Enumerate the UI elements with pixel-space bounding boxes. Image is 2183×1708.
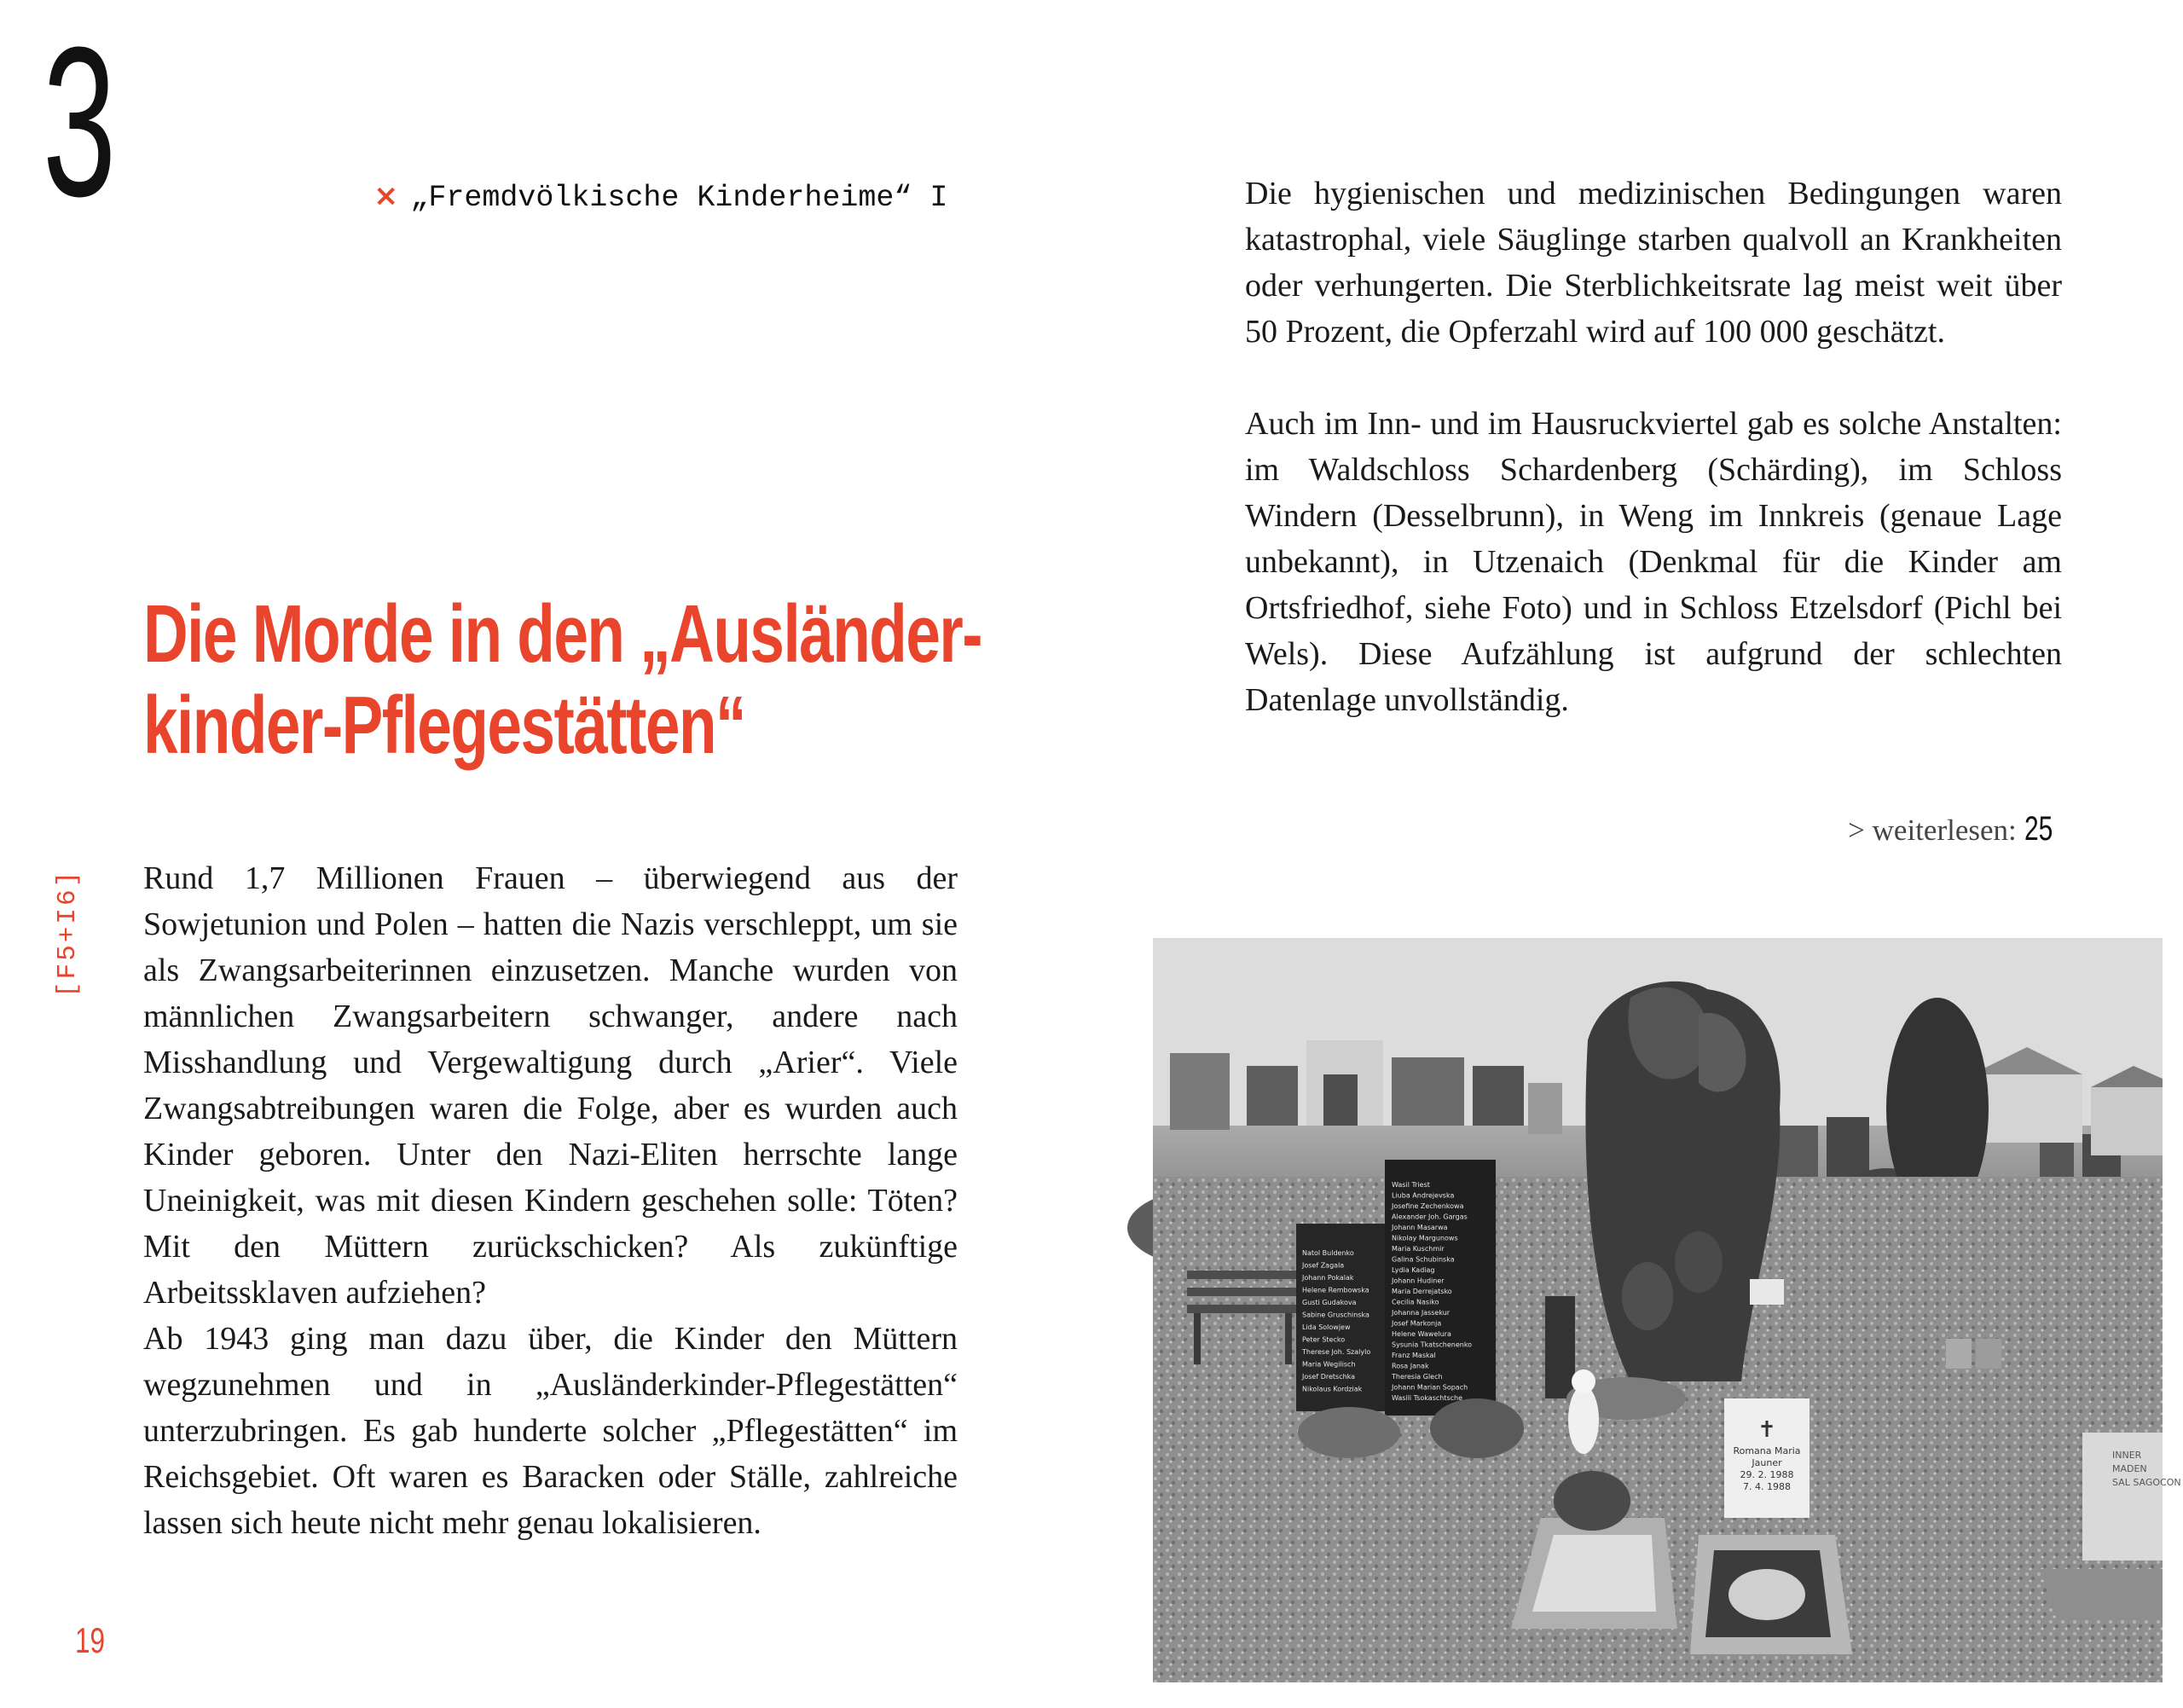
memorial-name: Natol Buldenko <box>1302 1249 1354 1257</box>
gravestone-text: SAL SAGOCON <box>2112 1477 2181 1488</box>
memorial-name: Maria Derrejatsko <box>1392 1288 1452 1295</box>
x-mark-icon: × <box>373 179 399 213</box>
memorial-name: Johann Pokalak <box>1302 1274 1354 1282</box>
memorial-name: Wasil Triest <box>1392 1181 1430 1189</box>
memorial-name: Josef Dretschka <box>1302 1373 1356 1381</box>
memorial-name: Johanna Jassekur <box>1392 1309 1451 1317</box>
headline <box>143 588 982 771</box>
side-tag <box>53 868 87 1032</box>
lantern-stand <box>1545 1296 1575 1398</box>
memorial-name: Alexander Joh. Gargas <box>1392 1213 1468 1221</box>
memorial-name: Therese Joh. Szalylo <box>1302 1348 1371 1356</box>
headline-line-2: kinder-Pflegestätten“ <box>143 680 745 771</box>
memorial-name: Maria Wegilisch <box>1302 1360 1356 1369</box>
memorial-name: Theresia Glech <box>1392 1373 1443 1381</box>
memorial-name: Peter Stecko <box>1302 1335 1346 1344</box>
paragraph: Die hygienischen und medizinischen Bedingungen waren katastrophal, viele Säuglinge starben qualvoll an Krankheiten oder verhungerten. Die Sterblichkeitsrate lag meist weit über 50 Prozent, die Opferzahl wird auf 100 000 geschätzt. <box>1245 176 2062 350</box>
cross-icon: ✝ <box>1757 1417 1776 1442</box>
memorial-name: Sabine Gruschinska <box>1302 1311 1369 1319</box>
left-body-text <box>143 855 958 1546</box>
cemetery-memorial-photo <box>1153 938 2181 1682</box>
memorial-name: Gusti Gudakova <box>1302 1299 1357 1306</box>
grave-plaque-text: 7. 4. 1988 <box>1743 1481 1791 1492</box>
memorial-name: Helene Wawelura <box>1392 1330 1451 1338</box>
photo-illustration <box>1153 938 2181 1682</box>
paragraph: Rund 1,7 Millionen Frauen – überwiegend aus der Sowjetunion und Polen – hatten die Nazis verschleppt, um sie als Zwangsarbeiterinnen einzusetzen. Manche wurden von männlichen Zwangsarbeitern schwanger, andere nach Misshandlung und Vergewaltigung durch „Arier“. Viele Zwangsabtreibungen waren die Folge, aber es wurden auch Kinder geboren. Unter den Nazi-Eliten herrschte lange Uneinigkeit, was mit diesen Kindern geschehen solle: Töten? Mit den Müttern zurückschicken? Als zukünftige Arbeitssklaven aufziehen? <box>143 860 958 1311</box>
series-label-text: „Fremdvölkische Kinderheime“ I <box>410 181 948 215</box>
read-more-label: > weiterlesen: <box>1848 813 2017 847</box>
right-body-text <box>1245 171 2062 723</box>
memorial-name: Johann Marian Sopach <box>1392 1383 1468 1392</box>
angel-figurine <box>1568 1369 1599 1454</box>
memorial-name: Helene Rembowska <box>1302 1286 1369 1294</box>
headline-line-1: Die Morde in den „Ausländer- <box>143 588 982 680</box>
series-label <box>373 176 947 218</box>
memorial-name: Sysunia Tkatschenenko <box>1392 1340 1473 1349</box>
memorial-name: Lida Solowjew <box>1302 1323 1351 1331</box>
paragraph: Ab 1943 ging man dazu über, die Kinder den Müttern wegzunehmen und in „Ausländerkinder-Pflegestätten“ unterzubringen. Es gab hunderte solcher „Pflegestätten“ im Reichsgebiet. Oft waren es Baracken oder Ställe, zahlreiche lassen sich heute nicht mehr genau lokalisieren. <box>143 1321 958 1541</box>
memorial-name: Galina Schubinska <box>1392 1255 1455 1264</box>
memorial-name: Liuba Andrejevska <box>1392 1191 1455 1200</box>
paragraph: Auch im Inn- und im Hausruckviertel gab es solche Anstalten: im Waldschloss Schardenberg (Schärding), im Schloss Windern (Desselbrunn), in Weng im Innkreis (genaue Lage unbekannt), in Utzenaich (Denkmal für die Kinder am Ortsfriedhof, siehe Foto) und in Schloss Etzelsdorf (Pichl bei Wels). Diese Aufzählung ist aufgrund der schlechten Datenlage unvollständig. <box>1245 406 2062 718</box>
memorial-name: Nikolay Margunows <box>1392 1234 1458 1242</box>
white-sign-post <box>1750 1279 1784 1305</box>
memorial-name: Franz Maskal <box>1392 1352 1436 1359</box>
read-more-reference <box>1848 810 2062 848</box>
memorial-name: Josef Zagala <box>1302 1261 1345 1270</box>
gravestone-text: MADEN <box>2112 1463 2147 1474</box>
memorial-name: Lydia Kadiag <box>1392 1266 1435 1274</box>
grave-plaque-text: Romana Maria <box>1733 1445 1801 1456</box>
chapter-number: 3 <box>43 3 113 240</box>
memorial-name: Josef Markonja <box>1392 1319 1442 1328</box>
gravestone-text: INNER <box>2112 1450 2142 1461</box>
grave-plaque-text: Jauner <box>1752 1457 1782 1468</box>
memorial-name: Rosa Janak <box>1392 1362 1429 1370</box>
memorial-name: Wasili Tsokaschtsche <box>1392 1394 1463 1402</box>
memorial-name: Johann Masarwa <box>1392 1224 1448 1231</box>
memorial-name: Nikolaus Kordziak <box>1302 1385 1363 1393</box>
side-tag-text: [F5+I6] <box>53 868 83 998</box>
memorial-name: Maria Kuschmir <box>1392 1245 1445 1253</box>
read-more-page: 25 <box>2024 810 2053 848</box>
memorial-name: Josefine Zechenkowa <box>1392 1202 1464 1210</box>
grave-plaque-text: 29. 2. 1988 <box>1740 1469 1794 1480</box>
page-number: 19 <box>75 1620 106 1660</box>
memorial-name: Cecilia Nasiko <box>1392 1298 1439 1306</box>
memorial-name: Johann Hudiner <box>1392 1277 1445 1285</box>
